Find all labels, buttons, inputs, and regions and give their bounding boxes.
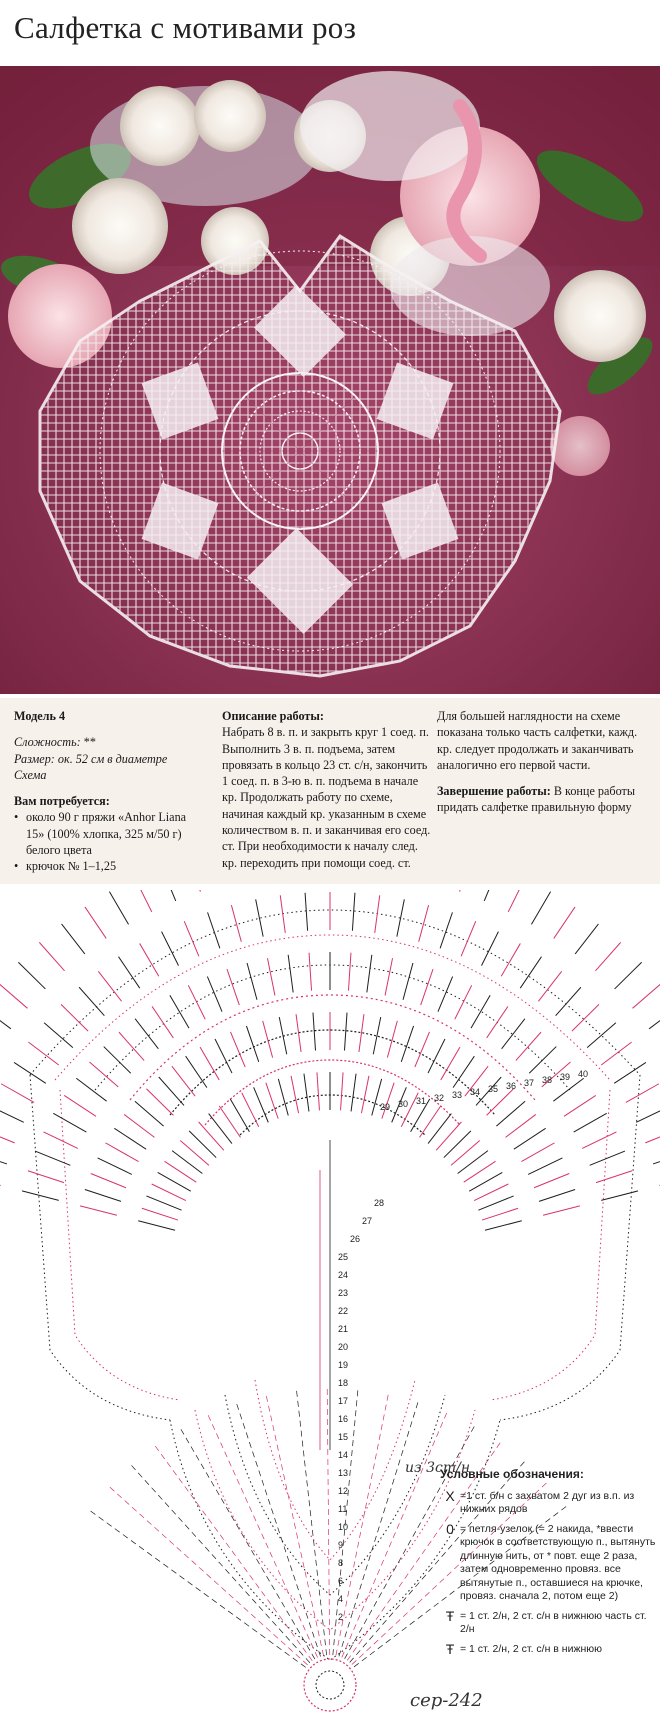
stitch-mark xyxy=(266,1083,278,1119)
stitch-mark xyxy=(172,1066,195,1096)
stitch-mark xyxy=(215,1039,232,1073)
stitch-mark xyxy=(403,963,413,1000)
legend-heading: Условные обозначения: xyxy=(440,1467,584,1481)
stitch-mark xyxy=(482,1208,518,1220)
legend-item: X =1 ст. б/н с захватом 2 дуг из в.п. из нижних рядов xyxy=(440,1490,658,1517)
material-item: • около 90 г пряжи «Anhor Liana 15» (100% хлопка, 325 м/50 г) белого цвета xyxy=(14,809,204,858)
row-number-label: 30 xyxy=(398,1099,409,1109)
row-number-label: 21 xyxy=(338,1324,349,1334)
stitch-mark xyxy=(296,1014,301,1052)
row-number-label: 26 xyxy=(350,1234,361,1244)
stitch-mark xyxy=(339,1399,419,1657)
stitch-mark xyxy=(124,1114,154,1137)
row-number-label: 15 xyxy=(338,1432,349,1442)
stitch-mark xyxy=(428,1039,445,1073)
stitch-mark xyxy=(265,1392,323,1656)
stitch-mark xyxy=(415,1032,430,1067)
stitch-mark xyxy=(61,1004,88,1031)
stitch-mark xyxy=(471,995,490,1028)
stitch-mark xyxy=(28,1171,64,1183)
handwritten-note: из 3ст/н xyxy=(405,1460,471,1476)
stitch-mark xyxy=(199,1122,224,1150)
stitch-mark xyxy=(645,1129,660,1143)
stitch-mark xyxy=(278,1079,288,1116)
stitch-mark xyxy=(508,890,525,912)
pattern-info-panel xyxy=(0,698,660,884)
stitch-mark xyxy=(170,995,189,1028)
stitch-mark xyxy=(554,907,575,938)
page-title: Салфетка с мотивами роз xyxy=(14,10,357,45)
material-item: • крючок № 1–1,25 xyxy=(14,858,204,874)
row-number-label: 37 xyxy=(524,1078,535,1088)
stitch-mark xyxy=(85,907,106,938)
stitch-mark xyxy=(333,1386,358,1655)
stitch-mark xyxy=(614,1062,646,1083)
row-number-label: 12 xyxy=(338,1486,349,1496)
stitch-mark xyxy=(601,1042,631,1065)
stitch-mark xyxy=(91,1174,126,1188)
stitch-mark xyxy=(305,893,308,931)
stitch-mark xyxy=(85,1190,121,1202)
stitch-mark xyxy=(227,969,239,1005)
stitch-mark xyxy=(80,1206,117,1215)
row-number-label: 34 xyxy=(470,1087,481,1097)
stitch-mark xyxy=(633,983,660,1008)
stitch-mark xyxy=(352,893,355,931)
materials-heading: Вам потребуется: xyxy=(14,794,110,809)
stitch-mark xyxy=(385,958,392,995)
stitch-mark xyxy=(596,1171,632,1183)
stitch-mark xyxy=(207,977,222,1012)
stitch-mark xyxy=(135,1019,158,1049)
model-column xyxy=(14,708,204,875)
stitch-mark xyxy=(626,1084,659,1103)
stitch-mark xyxy=(341,1072,344,1110)
row-number-label: 16 xyxy=(338,1414,349,1424)
stitch-mark xyxy=(419,905,429,942)
stitch-mark xyxy=(397,899,404,936)
stitch-mark xyxy=(162,932,179,966)
row-number-label: 23 xyxy=(338,1288,349,1298)
handwritten-signature: сер-242 xyxy=(410,1690,483,1711)
row-number-label: 2 xyxy=(338,1612,344,1622)
stitch-mark xyxy=(309,953,312,991)
row-number-label: 13 xyxy=(338,1468,349,1478)
stitch-mark xyxy=(543,1206,580,1215)
stitch-mark xyxy=(107,1484,308,1664)
legend-item: 0 = петля-узелок (= 2 накида, *ввести крючок в соответствующую п., вытянуть длинную нить, от * повт. еще 2 раза, затем одновременно провяз. все вытянутые п., оставшиеся на крючке, провяз. сначала 2, потом еще 2) xyxy=(440,1523,658,1604)
stitch-mark xyxy=(514,1128,546,1149)
stitch-mark xyxy=(345,1013,348,1051)
stitch-mark xyxy=(28,1042,58,1065)
model-label: Модель 4 xyxy=(14,709,66,723)
stitch-mark xyxy=(279,1017,286,1054)
stitch-mark xyxy=(313,1013,316,1051)
stitch-mark xyxy=(89,1062,118,1087)
row-number-label: 20 xyxy=(338,1342,349,1352)
stitch-mark xyxy=(481,932,498,966)
stitch-mark xyxy=(242,1093,259,1127)
row-number-label: 19 xyxy=(338,1360,349,1370)
stitch-mark xyxy=(590,1151,625,1165)
legend-item: Ŧ = 1 ст. 2/н, 2 ст. с/н в нижнюю xyxy=(440,1643,658,1657)
row-number-label: 33 xyxy=(452,1090,463,1100)
stitch-mark xyxy=(22,1191,59,1200)
stitch-mark xyxy=(87,1509,305,1668)
stitch-mark xyxy=(188,890,200,892)
stitch-mark xyxy=(474,1184,508,1201)
stitch-mark xyxy=(53,1113,86,1132)
stitch-mark xyxy=(184,921,199,956)
stitch-mark xyxy=(288,955,293,993)
stitch-mark xyxy=(159,1077,184,1105)
scheme-label: Схема xyxy=(14,767,47,782)
row-number-label: 25 xyxy=(338,1252,349,1262)
stitch-mark xyxy=(460,890,472,892)
stitch-mark xyxy=(529,1047,556,1074)
stitch-mark xyxy=(153,1443,312,1661)
stitch-mark xyxy=(506,1114,536,1137)
stitch-mark xyxy=(520,957,541,988)
row-number-label: 40 xyxy=(578,1069,589,1079)
stitch-mark xyxy=(64,1095,96,1116)
stitch-mark xyxy=(146,1196,181,1210)
row-number-label: 32 xyxy=(434,1093,445,1103)
stitch-mark xyxy=(327,1385,330,1655)
stitch-mark xyxy=(538,971,561,1001)
stitch-mark xyxy=(267,958,274,995)
stitch-mark xyxy=(180,1140,209,1165)
row-number-label: 18 xyxy=(338,1378,349,1388)
stitch-mark xyxy=(428,1114,451,1144)
stitch-mark xyxy=(455,985,472,1019)
description-heading: Описание работы: xyxy=(222,709,324,723)
row-number-label: 10 xyxy=(338,1522,349,1532)
stitch-mark xyxy=(649,1006,660,1029)
stitch-mark xyxy=(0,983,27,1008)
stitch-mark xyxy=(516,1032,541,1060)
stitch-mark xyxy=(441,1047,460,1080)
legend-item: Ŧ = 1 ст. 2/н, 2 ст. с/н в нижнюю часть ст. 2/н xyxy=(440,1610,658,1637)
stitch-mark xyxy=(485,1221,522,1230)
stitch-mark xyxy=(79,987,104,1015)
cluster-stitch-icon: Ŧ xyxy=(445,1607,455,1624)
single-crochet-icon: X xyxy=(445,1487,455,1504)
stitch-mark xyxy=(351,1074,356,1112)
row-number-label: 36 xyxy=(506,1081,517,1091)
stitch-mark xyxy=(152,1184,186,1201)
stitch-mark xyxy=(496,1101,525,1126)
stitch-mark xyxy=(207,1412,318,1658)
stitch-mark xyxy=(105,1143,138,1162)
stitch-mark xyxy=(98,971,121,1001)
chart-legend xyxy=(440,1468,658,1662)
stitch-mark xyxy=(39,942,64,970)
stitch-mark xyxy=(179,1426,315,1659)
stitch-mark xyxy=(539,1190,575,1202)
row-number-label: 6 xyxy=(338,1576,344,1586)
stitch-mark xyxy=(564,1095,596,1116)
stitch-mark xyxy=(1,1084,34,1103)
stitch-mark xyxy=(534,1174,569,1188)
stitch-mark xyxy=(0,1129,15,1143)
stitch-mark xyxy=(0,1152,7,1164)
stitch-mark xyxy=(461,921,476,956)
stitch-mark xyxy=(208,912,220,948)
row-number-label: 4 xyxy=(338,1594,344,1604)
row-number-label: 11 xyxy=(338,1504,348,1514)
stitch-mark xyxy=(304,1074,309,1112)
stitch-mark xyxy=(367,955,372,993)
stitch-mark xyxy=(119,957,140,988)
stitch-mark xyxy=(62,924,85,954)
stitch-mark xyxy=(595,942,620,970)
stitch-mark xyxy=(186,1056,207,1087)
stitch-mark xyxy=(587,1023,616,1048)
stitch-mark xyxy=(317,1072,320,1110)
stitch-mark xyxy=(18,962,45,989)
row-number-label: 31 xyxy=(416,1096,427,1106)
stitch-mark xyxy=(256,899,263,936)
stitch-mark xyxy=(636,1106,660,1123)
stitch-mark xyxy=(382,1083,394,1119)
stitch-mark xyxy=(135,1101,164,1126)
stitch-mark xyxy=(556,987,581,1015)
row-number-label: 28 xyxy=(374,1198,385,1208)
notes-column xyxy=(437,708,647,816)
stitch-mark xyxy=(209,1114,232,1144)
stitch-mark xyxy=(601,1191,638,1200)
stitch-mark xyxy=(172,1151,202,1174)
doily-photo xyxy=(0,66,660,694)
stitch-mark xyxy=(387,1021,397,1058)
row-number-label: 24 xyxy=(338,1270,349,1280)
stitch-mark xyxy=(502,1019,525,1049)
row-number-label: 29 xyxy=(380,1102,391,1112)
stitch-mark xyxy=(44,1132,78,1149)
row-number-label: 22 xyxy=(338,1306,349,1316)
stitch-mark xyxy=(653,1152,660,1164)
cluster-stitch-icon: Ŧ xyxy=(445,1640,455,1657)
difficulty-line: Сложность: ** xyxy=(14,735,96,750)
description-text: Набрать 8 в. п. и закрыть круг 1 соед. п. Выполнить 3 в. п. подъема, затем провязать в кольцо 23 ст. с/н, закончить 1 соед. п. в 3-ю в. п. подъема в начале кр. Продолжать работу по схеме, начиная каждый кр. указанным в схеме количеством в. п. и заканчивая его соед. ст. При необходимости к началу след. кр. переходить при помощи соед. ст. xyxy=(222,725,431,870)
stitch-mark xyxy=(458,1151,488,1174)
stitch-mark xyxy=(138,1221,175,1230)
stitch-mark xyxy=(453,1056,474,1087)
stitch-mark xyxy=(582,1132,616,1149)
stitch-mark xyxy=(0,1006,11,1029)
finishing-block: Завершение работы: В конце работы придать салфетке правильную форму xyxy=(437,784,636,815)
stitch-mark xyxy=(484,890,499,901)
row-number-label: 8 xyxy=(338,1558,344,1568)
stitch-mark xyxy=(263,1021,273,1058)
stitch-mark xyxy=(572,1004,599,1031)
stitch-mark xyxy=(189,1131,216,1158)
stitch-mark xyxy=(142,1208,178,1220)
stitch-mark xyxy=(401,1026,413,1062)
stitch-mark xyxy=(146,1089,173,1116)
row-number-label: 38 xyxy=(542,1075,553,1085)
scheme-note: Для большей наглядности на схеме показана только часть салфетки, кажд. кр. следует продолжать и заканчивать аналогично его первой части. xyxy=(437,709,638,772)
stitch-mark xyxy=(247,963,257,1000)
knot-loop-icon: 0 xyxy=(446,1520,454,1537)
stitch-mark xyxy=(236,1400,321,1656)
stitch-mark xyxy=(0,1176,1,1185)
stitch-mark xyxy=(114,1128,146,1149)
stitch-mark xyxy=(451,1140,480,1165)
stitch-mark xyxy=(421,969,433,1005)
row-number-label: 35 xyxy=(488,1084,499,1094)
row-number-label: 17 xyxy=(338,1396,349,1406)
stitch-mark xyxy=(135,890,152,912)
stitch-mark xyxy=(487,1006,508,1037)
stitch-mark xyxy=(528,1158,562,1175)
stitch-mark xyxy=(44,1023,73,1048)
stitch-mark xyxy=(188,985,205,1019)
row-number-label: 9 xyxy=(338,1540,344,1550)
stitch-mark xyxy=(0,1106,24,1123)
stitch-mark xyxy=(444,1131,471,1158)
stitch-mark xyxy=(436,1122,461,1150)
stitch-mark xyxy=(152,1006,173,1037)
stitch-mark xyxy=(615,962,642,989)
stitch-mark xyxy=(161,890,176,901)
stitch-mark xyxy=(98,1158,132,1175)
row-number-label: 27 xyxy=(362,1216,373,1226)
stitch-mark xyxy=(521,1143,554,1162)
stitch-mark xyxy=(35,1151,70,1165)
stitch-mark xyxy=(109,892,128,925)
stitch-mark xyxy=(438,977,453,1012)
stitch-mark xyxy=(254,1087,269,1122)
stitch-mark xyxy=(348,953,351,991)
description-column xyxy=(222,708,432,871)
stitch-mark xyxy=(361,1076,368,1113)
stitch-mark xyxy=(104,1047,131,1074)
stitch-mark xyxy=(280,895,285,933)
stitch-mark xyxy=(129,1462,310,1662)
stitch-mark xyxy=(246,1026,258,1062)
size-line: Размер: ок. 52 см в диаметре xyxy=(14,751,168,766)
stitch-mark xyxy=(574,1113,607,1132)
stitch-mark xyxy=(478,1196,513,1210)
stitch-mark xyxy=(76,1078,106,1101)
stitch-mark xyxy=(501,943,520,976)
stitch-mark xyxy=(531,892,550,925)
stitch-mark xyxy=(575,924,598,954)
stitch-mark xyxy=(119,1032,144,1060)
row-number-label: 39 xyxy=(560,1072,571,1082)
row-number-label: 14 xyxy=(338,1450,349,1460)
stitch-mark xyxy=(291,1076,298,1113)
stitch-mark xyxy=(231,1032,246,1067)
stitch-mark xyxy=(375,895,380,933)
